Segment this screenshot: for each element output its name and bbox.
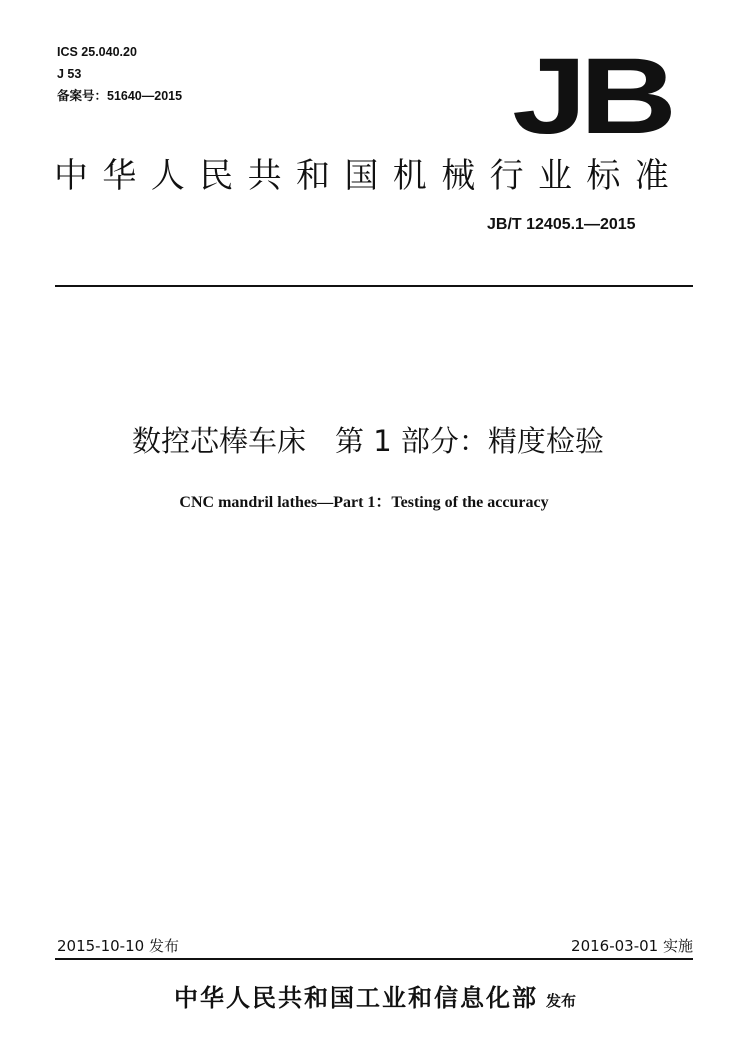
issuer-suffix: 发布	[545, 992, 576, 1010]
bottom-divider	[55, 958, 693, 960]
document-title-chinese: 数控芯棒车床 第 1 部分：精度检验	[132, 424, 604, 458]
standard-number: JB/T 12405.1—2015	[487, 216, 636, 233]
standard-heading: 中华人民共和国机械行业标准	[54, 156, 684, 196]
issue-date: 2015-10-10 发布	[57, 937, 179, 955]
issuer-name: 中华人民共和国工业和信息化部	[173, 984, 538, 1012]
document-title-english: CNC mandril lathes—Part 1：Testing of the accuracy	[179, 494, 549, 511]
ics-code: ICS 25.040.20	[57, 45, 137, 59]
issuer-line	[0, 983, 750, 1016]
record-number: 备案号：51640—2015	[57, 89, 183, 103]
jb-logo: JB	[512, 35, 670, 156]
top-divider	[55, 285, 693, 287]
implementation-date: 2016-03-01 实施	[571, 937, 693, 955]
j-code: J 53	[57, 67, 82, 81]
